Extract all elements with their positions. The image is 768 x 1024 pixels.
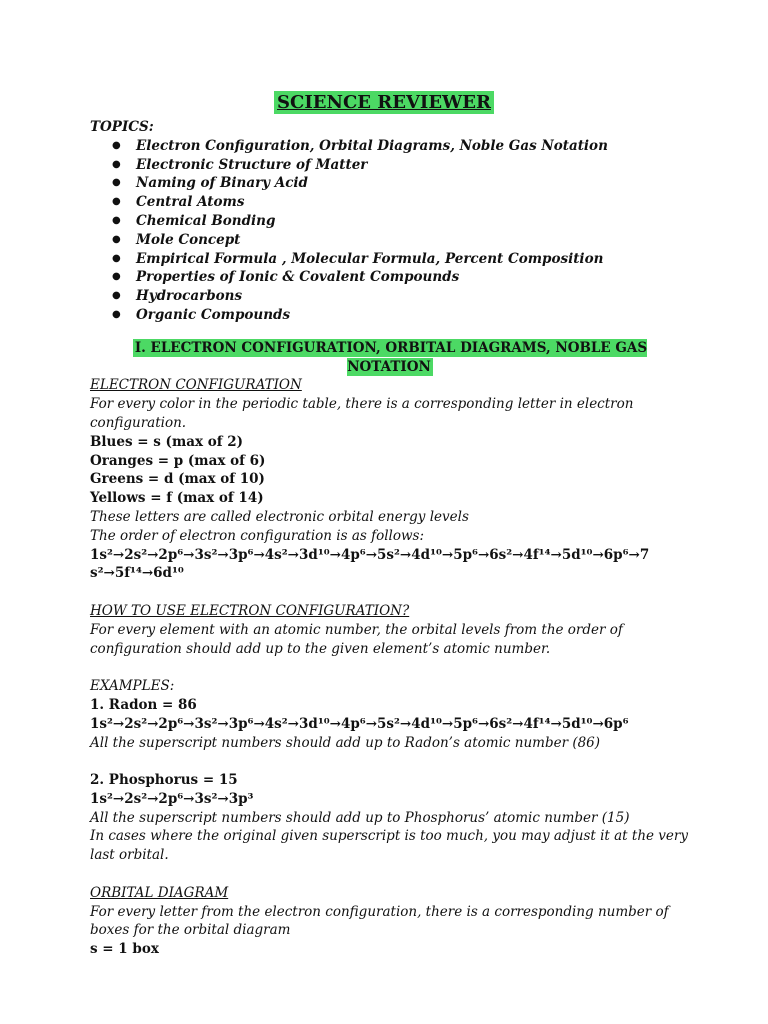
example-config: 1s²→2s²→2p⁶→3s²→3p⁶→4s²→3d¹⁰→4p⁶→5s²→4d¹⁰→5p⁶→6s²→4f¹⁴→5d¹⁰→6p⁶ xyxy=(90,715,629,732)
color-rule: Yellows = f (max of 14) xyxy=(90,490,264,507)
color-rule: Greens = d (max of 10) xyxy=(90,471,265,488)
topic-item: ● Hydrocarbons xyxy=(90,287,690,306)
od-s-rule: s = 1 box xyxy=(90,941,159,958)
topics-label: TOPICS: xyxy=(90,119,154,135)
how-text: For every element with an atomic number, the orbital levels from the order of configuration should add up to the given element’s atomic number. xyxy=(90,621,623,657)
levels-note: These letters are called electronic orbital energy levels xyxy=(90,508,469,525)
order-note: The order of electron configuration is as follows: xyxy=(90,527,425,544)
page-title: SCIENCE REVIEWER xyxy=(274,91,494,114)
topic-item: ● Properties of Ionic & Covalent Compounds xyxy=(90,268,690,287)
example-note: In cases where the original given superscript is too much, you may adjust it at the very last orbital. xyxy=(90,828,688,864)
color-rule: Oranges = p (max of 6) xyxy=(90,452,266,469)
topics-list xyxy=(90,137,690,325)
topic-item: ● Mole Concept xyxy=(90,231,690,250)
section-heading: I. ELECTRON CONFIGURATION, ORBITAL DIAGRAMS, NOBLE GAS NOTATION xyxy=(134,339,648,375)
example-note: All the superscript numbers should add up to Radon’s atomic number (86) xyxy=(90,734,601,751)
example-note: All the superscript numbers should add up to Phosphorus’ atomic number (15) xyxy=(90,809,630,826)
example-title: 2. Phosphorus = 15 xyxy=(90,772,238,789)
topic-item: ● Central Atoms xyxy=(90,193,690,212)
topic-item: ● Empirical Formula , Molecular Formula, Percent Composition xyxy=(90,250,690,269)
od-text: For every letter from the electron configuration, there is a corresponding number of boxes for the orbital diagram xyxy=(90,903,669,939)
page-title-wrap xyxy=(0,92,768,113)
od-heading: ORBITAL DIAGRAM xyxy=(90,884,229,901)
color-rule: Blues = s (max of 2) xyxy=(90,433,244,450)
example-title: 1. Radon = 86 xyxy=(90,696,197,713)
order-line: 1s²→2s²→2p⁶→3s²→3p⁶→4s²→3d¹⁰→4p⁶→5s²→4d¹⁰→5p⁶→6s²→4f¹⁴→5d¹⁰→6p⁶→7 xyxy=(90,546,650,563)
document-body xyxy=(90,118,690,959)
ec-intro: For every color in the periodic table, there is a corresponding letter in electron configuration. xyxy=(90,396,634,431)
ec-heading: ELECTRON CONFIGURATION xyxy=(90,377,302,394)
topic-item: ● Chemical Bonding xyxy=(90,212,690,231)
topic-item: ● Electronic Structure of Matter xyxy=(90,156,690,175)
how-heading: HOW TO USE ELECTRON CONFIGURATION? xyxy=(90,602,410,619)
topic-item: ● Organic Compounds xyxy=(90,306,690,325)
section-heading-wrap xyxy=(90,339,690,377)
topic-item: ● Electron Configuration, Orbital Diagrams, Noble Gas Notation xyxy=(90,137,690,156)
topic-item: ● Naming of Binary Acid xyxy=(90,174,690,193)
example-config: 1s²→2s²→2p⁶→3s²→3p³ xyxy=(90,790,254,807)
order-line: s²→5f¹⁴→6d¹⁰ xyxy=(90,565,184,582)
examples-label: EXAMPLES: xyxy=(90,678,175,695)
